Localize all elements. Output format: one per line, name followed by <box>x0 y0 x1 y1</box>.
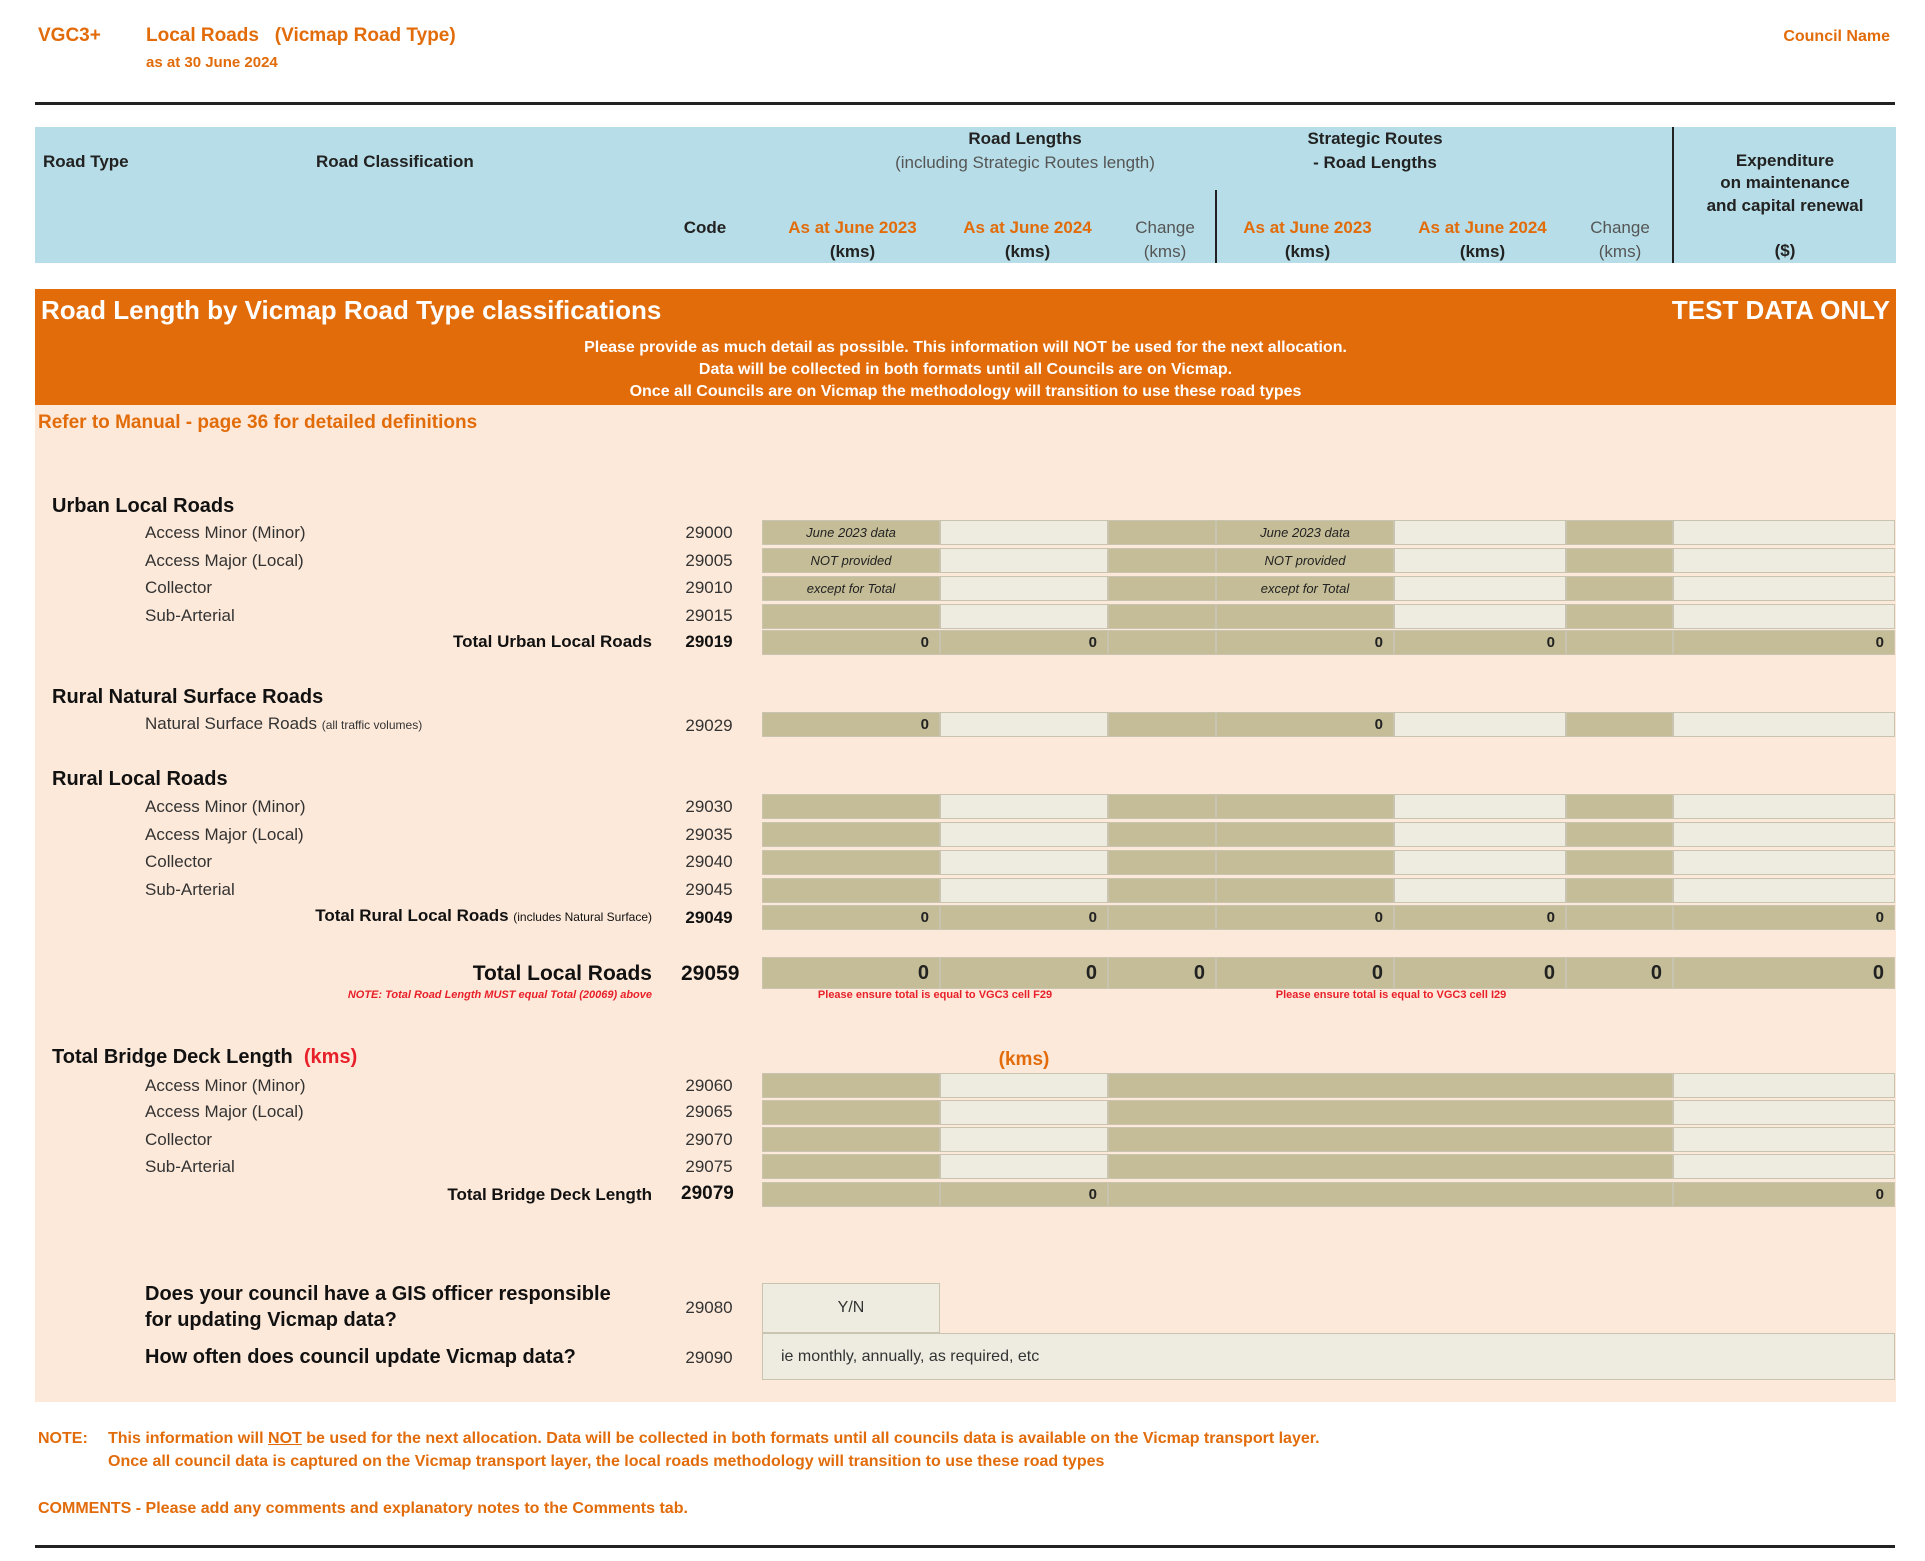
row-label: Access Minor (Minor) <box>145 1076 306 1095</box>
total-cell: 0 <box>1394 630 1566 655</box>
input-cell[interactable] <box>940 794 1108 819</box>
change-cell <box>1108 548 1216 573</box>
row-code: 29015 <box>685 606 733 625</box>
row-label: Sub-Arterial <box>145 606 235 625</box>
row-code: 29030 <box>685 797 733 816</box>
row-label <box>145 714 422 734</box>
footer-note-line-1 <box>108 1430 1320 1448</box>
section-band <box>35 289 1896 405</box>
as-at-date: as at 30 June 2024 <box>146 54 278 71</box>
row-code: 29075 <box>685 1157 733 1176</box>
total-local-cell: 0 <box>1394 957 1566 989</box>
row-code: 29029 <box>685 716 733 735</box>
locked-cell <box>1108 1127 1673 1152</box>
bottom-rule <box>35 1545 1895 1548</box>
row-label: Sub-Arterial <box>145 880 235 899</box>
change-cell <box>1108 905 1216 930</box>
col-road-type: Road Type <box>43 152 129 171</box>
col-sr-change: Change <box>1590 218 1650 237</box>
band-title: Road Length by Vicmap Road Type classifications <box>41 295 662 325</box>
input-cell[interactable] <box>1394 604 1566 629</box>
total-cell: 0 <box>1216 712 1394 737</box>
gis-question-line-1: Does your council have a GIS officer responsible <box>145 1283 611 1305</box>
change-cell <box>1566 850 1673 875</box>
input-cell[interactable] <box>940 1154 1108 1179</box>
change-cell <box>1108 712 1216 737</box>
col-rl-change: Change <box>1135 218 1195 237</box>
input-cell[interactable] <box>940 850 1108 875</box>
expenditure-input[interactable] <box>1673 794 1895 819</box>
band-line-1: Please provide as much detail as possible. This information will NOT be used for the next allocation. <box>584 339 1347 356</box>
urban-2023-note: NOT provided <box>762 548 940 573</box>
locked-cell <box>762 850 940 875</box>
input-cell[interactable] <box>940 1100 1108 1125</box>
row-code: 29005 <box>685 551 733 570</box>
locked-cell <box>762 1154 940 1179</box>
input-cell[interactable] <box>1394 548 1566 573</box>
total-cell: 0 <box>1673 905 1895 930</box>
input-cell[interactable] <box>940 1127 1108 1152</box>
row-label: Access Major (Local) <box>145 1102 304 1121</box>
col-road-lengths-sub: (including Strategic Routes length) <box>895 153 1155 172</box>
locked-cell <box>1108 1100 1673 1125</box>
total-cell: 0 <box>762 712 940 737</box>
input-cell[interactable] <box>1394 576 1566 601</box>
col-rl-2024: As at June 2024 <box>963 218 1092 237</box>
expenditure-input[interactable] <box>1673 712 1895 737</box>
row-code: 29040 <box>685 852 733 871</box>
col-sr-2024: As at June 2024 <box>1418 218 1547 237</box>
expenditure-input[interactable] <box>1673 1127 1895 1152</box>
change-cell <box>1566 822 1673 847</box>
row-code: 29070 <box>685 1130 733 1149</box>
change-cell <box>1566 630 1673 655</box>
col-sr-change-unit: (kms) <box>1598 242 1642 261</box>
input-cell[interactable] <box>1394 794 1566 819</box>
locked-cell <box>1216 850 1394 875</box>
total-cell: 0 <box>1394 905 1566 930</box>
row-label: Access Minor (Minor) <box>145 523 306 542</box>
expenditure-input[interactable] <box>1673 520 1895 545</box>
col-road-lengths: Road Lengths <box>968 129 1082 148</box>
header-divider <box>1672 127 1674 263</box>
footer-note-post: be used for the next allocation. Data will be collected in both formats until all councils data is available on the Vicmap transport layer. <box>306 1430 1320 1447</box>
gis-q2-code: 29090 <box>685 1348 733 1367</box>
row-code: 29065 <box>685 1102 733 1121</box>
bridge-section-title <box>52 1046 357 1069</box>
urban-total-label: Total Urban Local Roads <box>453 632 652 651</box>
col-expenditure-3: and capital renewal <box>1706 196 1864 215</box>
row-label: Sub-Arterial <box>145 1157 235 1176</box>
total-local-label: Total Local Roads <box>472 962 652 985</box>
footer-note-not: NOT <box>268 1430 302 1447</box>
band-line-3: Once all Councils are on Vicmap the methodology will transition to use these road types <box>629 383 1302 400</box>
input-cell[interactable] <box>940 822 1108 847</box>
row-code: 29060 <box>685 1076 733 1095</box>
change-cell <box>1108 878 1216 903</box>
footer-note-line-2: Once all council data is captured on the Vicmap transport layer, the local roads methodology will transition to use these road types <box>108 1453 1105 1470</box>
page-title: Local Roads (Vicmap Road Type) <box>146 25 456 46</box>
row-code: 29045 <box>685 880 733 899</box>
total-cell: 0 <box>762 905 940 930</box>
expenditure-input[interactable] <box>1673 1154 1895 1179</box>
bridge-total-code: 29079 <box>681 1183 734 1204</box>
change-cell <box>1566 712 1673 737</box>
input-cell[interactable] <box>940 878 1108 903</box>
rural-section-title: Rural Local Roads <box>52 768 228 790</box>
change-cell <box>1108 822 1216 847</box>
change-cell <box>1108 630 1216 655</box>
locked-cell <box>1108 1073 1673 1098</box>
row-label: Collector <box>145 578 213 597</box>
col-strategic-1: Strategic Routes <box>1307 129 1443 148</box>
change-cell <box>1566 576 1673 601</box>
natural-label-small: (all traffic volumes) <box>321 718 423 732</box>
natural-section-title: Rural Natural Surface Roads <box>52 686 324 708</box>
locked-cell <box>762 1100 940 1125</box>
total-local-note: NOTE: Total Road Length MUST equal Total (20069) above <box>347 989 652 1001</box>
ensure-note-road: Please ensure total is equal to VGC3 cell F29 <box>817 989 1053 1001</box>
total-local-cell: 0 <box>762 957 940 989</box>
locked-cell <box>1108 1182 1673 1207</box>
input-cell[interactable] <box>940 1073 1108 1098</box>
change-cell <box>1108 604 1216 629</box>
col-sr-2023-unit: (kms) <box>1284 242 1331 261</box>
total-cell: 0 <box>1673 1182 1895 1207</box>
input-cell[interactable] <box>1394 712 1566 737</box>
col-rl-2023: As at June 2023 <box>788 218 917 237</box>
gis-q1-code: 29080 <box>685 1298 733 1317</box>
strategic-2023-note: June 2023 data <box>1216 520 1394 545</box>
row-code: 29000 <box>685 523 733 542</box>
input-cell[interactable] <box>940 548 1108 573</box>
total-local-cell: 0 <box>1216 957 1394 989</box>
expenditure-input[interactable] <box>1673 548 1895 573</box>
input-cell[interactable] <box>940 520 1108 545</box>
strategic-2023-note: NOT provided <box>1216 548 1394 573</box>
col-expenditure-1: Expenditure <box>1735 151 1835 170</box>
locked-cell <box>762 794 940 819</box>
footer-note-label: NOTE: <box>38 1430 88 1447</box>
locked-cell <box>1216 604 1394 629</box>
expenditure-input[interactable] <box>1673 576 1895 601</box>
urban-total-code: 29019 <box>685 632 733 651</box>
locked-cell <box>1216 822 1394 847</box>
gis-officer-input[interactable]: Y/N <box>762 1283 940 1333</box>
change-cell <box>1108 850 1216 875</box>
total-cell: 0 <box>940 905 1108 930</box>
total-cell: 0 <box>940 1182 1108 1207</box>
input-cell[interactable] <box>1394 822 1566 847</box>
col-road-classification: Road Classification <box>316 152 474 171</box>
update-frequency-input[interactable]: ie monthly, annually, as required, etc <box>762 1333 1895 1380</box>
input-cell[interactable] <box>940 604 1108 629</box>
input-cell[interactable] <box>1394 878 1566 903</box>
col-rl-change-unit: (kms) <box>1143 242 1187 261</box>
council-name[interactable]: Council Name <box>1783 28 1890 45</box>
col-expenditure-unit: ($) <box>1774 241 1796 260</box>
expenditure-input[interactable] <box>1673 604 1895 629</box>
row-label: Access Major (Local) <box>145 551 304 570</box>
ensure-note-strategic: Please ensure total is equal to VGC3 cell I29 <box>1275 989 1507 1001</box>
change-cell <box>1108 520 1216 545</box>
col-sr-2024-unit: (kms) <box>1459 242 1506 261</box>
locked-cell <box>762 1182 940 1207</box>
total-local-cell: 0 <box>1566 957 1673 989</box>
rural-total-small: (includes Natural Surface) <box>513 910 652 924</box>
total-local-cell: 0 <box>940 957 1108 989</box>
total-local-code: 29059 <box>681 962 740 985</box>
total-cell: 0 <box>940 630 1108 655</box>
locked-cell <box>1108 1154 1673 1179</box>
col-strategic-2: - Road Lengths <box>1313 153 1437 172</box>
bridge-title-text: Total Bridge Deck Length <box>52 1046 293 1068</box>
header-divider <box>1215 190 1217 263</box>
input-cell[interactable] <box>940 712 1108 737</box>
rural-total-label <box>315 906 652 926</box>
test-data-label: TEST DATA ONLY <box>1671 295 1890 325</box>
bridge-col-unit: (kms) <box>998 1049 1050 1070</box>
column-header <box>35 127 1896 263</box>
total-cell: 0 <box>1673 630 1895 655</box>
strategic-2023-note: except for Total <box>1216 576 1394 601</box>
input-cell[interactable] <box>940 576 1108 601</box>
expenditure-input[interactable] <box>1673 822 1895 847</box>
expenditure-input[interactable] <box>1673 878 1895 903</box>
urban-2023-note: June 2023 data <box>762 520 940 545</box>
top-rule <box>35 102 1895 105</box>
row-label: Access Major (Local) <box>145 825 304 844</box>
gis-question-line-2: for updating Vicmap data? <box>145 1309 397 1331</box>
change-cell <box>1566 905 1673 930</box>
col-rl-2023-unit: (kms) <box>829 242 876 261</box>
band-line-2: Data will be collected in both formats until all Councils are on Vicmap. <box>698 361 1233 378</box>
locked-cell <box>762 1127 940 1152</box>
input-cell[interactable] <box>1394 520 1566 545</box>
change-cell <box>1566 604 1673 629</box>
rural-total-text: Total Rural Local Roads <box>315 906 509 925</box>
locked-cell <box>762 878 940 903</box>
change-cell <box>1108 794 1216 819</box>
footer-comments: COMMENTS - Please add any comments and explanatory notes to the Comments tab. <box>38 1500 688 1517</box>
col-sr-2023: As at June 2023 <box>1243 218 1372 237</box>
bridge-title-unit: (kms) <box>303 1046 358 1068</box>
total-cell: 0 <box>1216 630 1394 655</box>
change-cell <box>1566 520 1673 545</box>
locked-cell <box>762 1073 940 1098</box>
locked-cell <box>1216 878 1394 903</box>
expenditure-input[interactable] <box>1673 850 1895 875</box>
col-code: Code <box>683 218 727 237</box>
row-label: Access Minor (Minor) <box>145 797 306 816</box>
total-cell: 0 <box>1216 905 1394 930</box>
row-code: 29035 <box>685 825 733 844</box>
natural-label: Natural Surface Roads <box>145 714 317 733</box>
locked-cell <box>762 604 940 629</box>
total-local-cell: 0 <box>1108 957 1216 989</box>
change-cell <box>1566 878 1673 903</box>
urban-section-title: Urban Local Roads <box>52 495 235 517</box>
row-label: Collector <box>145 1130 213 1149</box>
locked-cell <box>1216 794 1394 819</box>
expenditure-input[interactable] <box>1673 1100 1895 1125</box>
refer-manual-link[interactable]: Refer to Manual - page 36 for detailed definitions <box>38 412 478 433</box>
footer-note-pre: This information will <box>108 1430 264 1447</box>
change-cell <box>1108 576 1216 601</box>
change-cell <box>1566 794 1673 819</box>
row-code: 29010 <box>685 578 733 597</box>
row-label: Collector <box>145 852 213 871</box>
app-label: VGC3+ <box>38 25 101 46</box>
input-cell[interactable] <box>1394 850 1566 875</box>
total-cell: 0 <box>762 630 940 655</box>
expenditure-input[interactable] <box>1673 1073 1895 1098</box>
urban-2023-note: except for Total <box>762 576 940 601</box>
gis-question-2: How often does council update Vicmap data? <box>145 1346 576 1368</box>
bridge-total-label: Total Bridge Deck Length <box>447 1185 652 1204</box>
total-local-cell: 0 <box>1673 957 1895 989</box>
col-rl-2024-unit: (kms) <box>1004 242 1051 261</box>
locked-cell <box>762 822 940 847</box>
change-cell <box>1566 548 1673 573</box>
rural-total-code: 29049 <box>685 908 733 927</box>
col-expenditure-2: on maintenance <box>1720 173 1850 192</box>
